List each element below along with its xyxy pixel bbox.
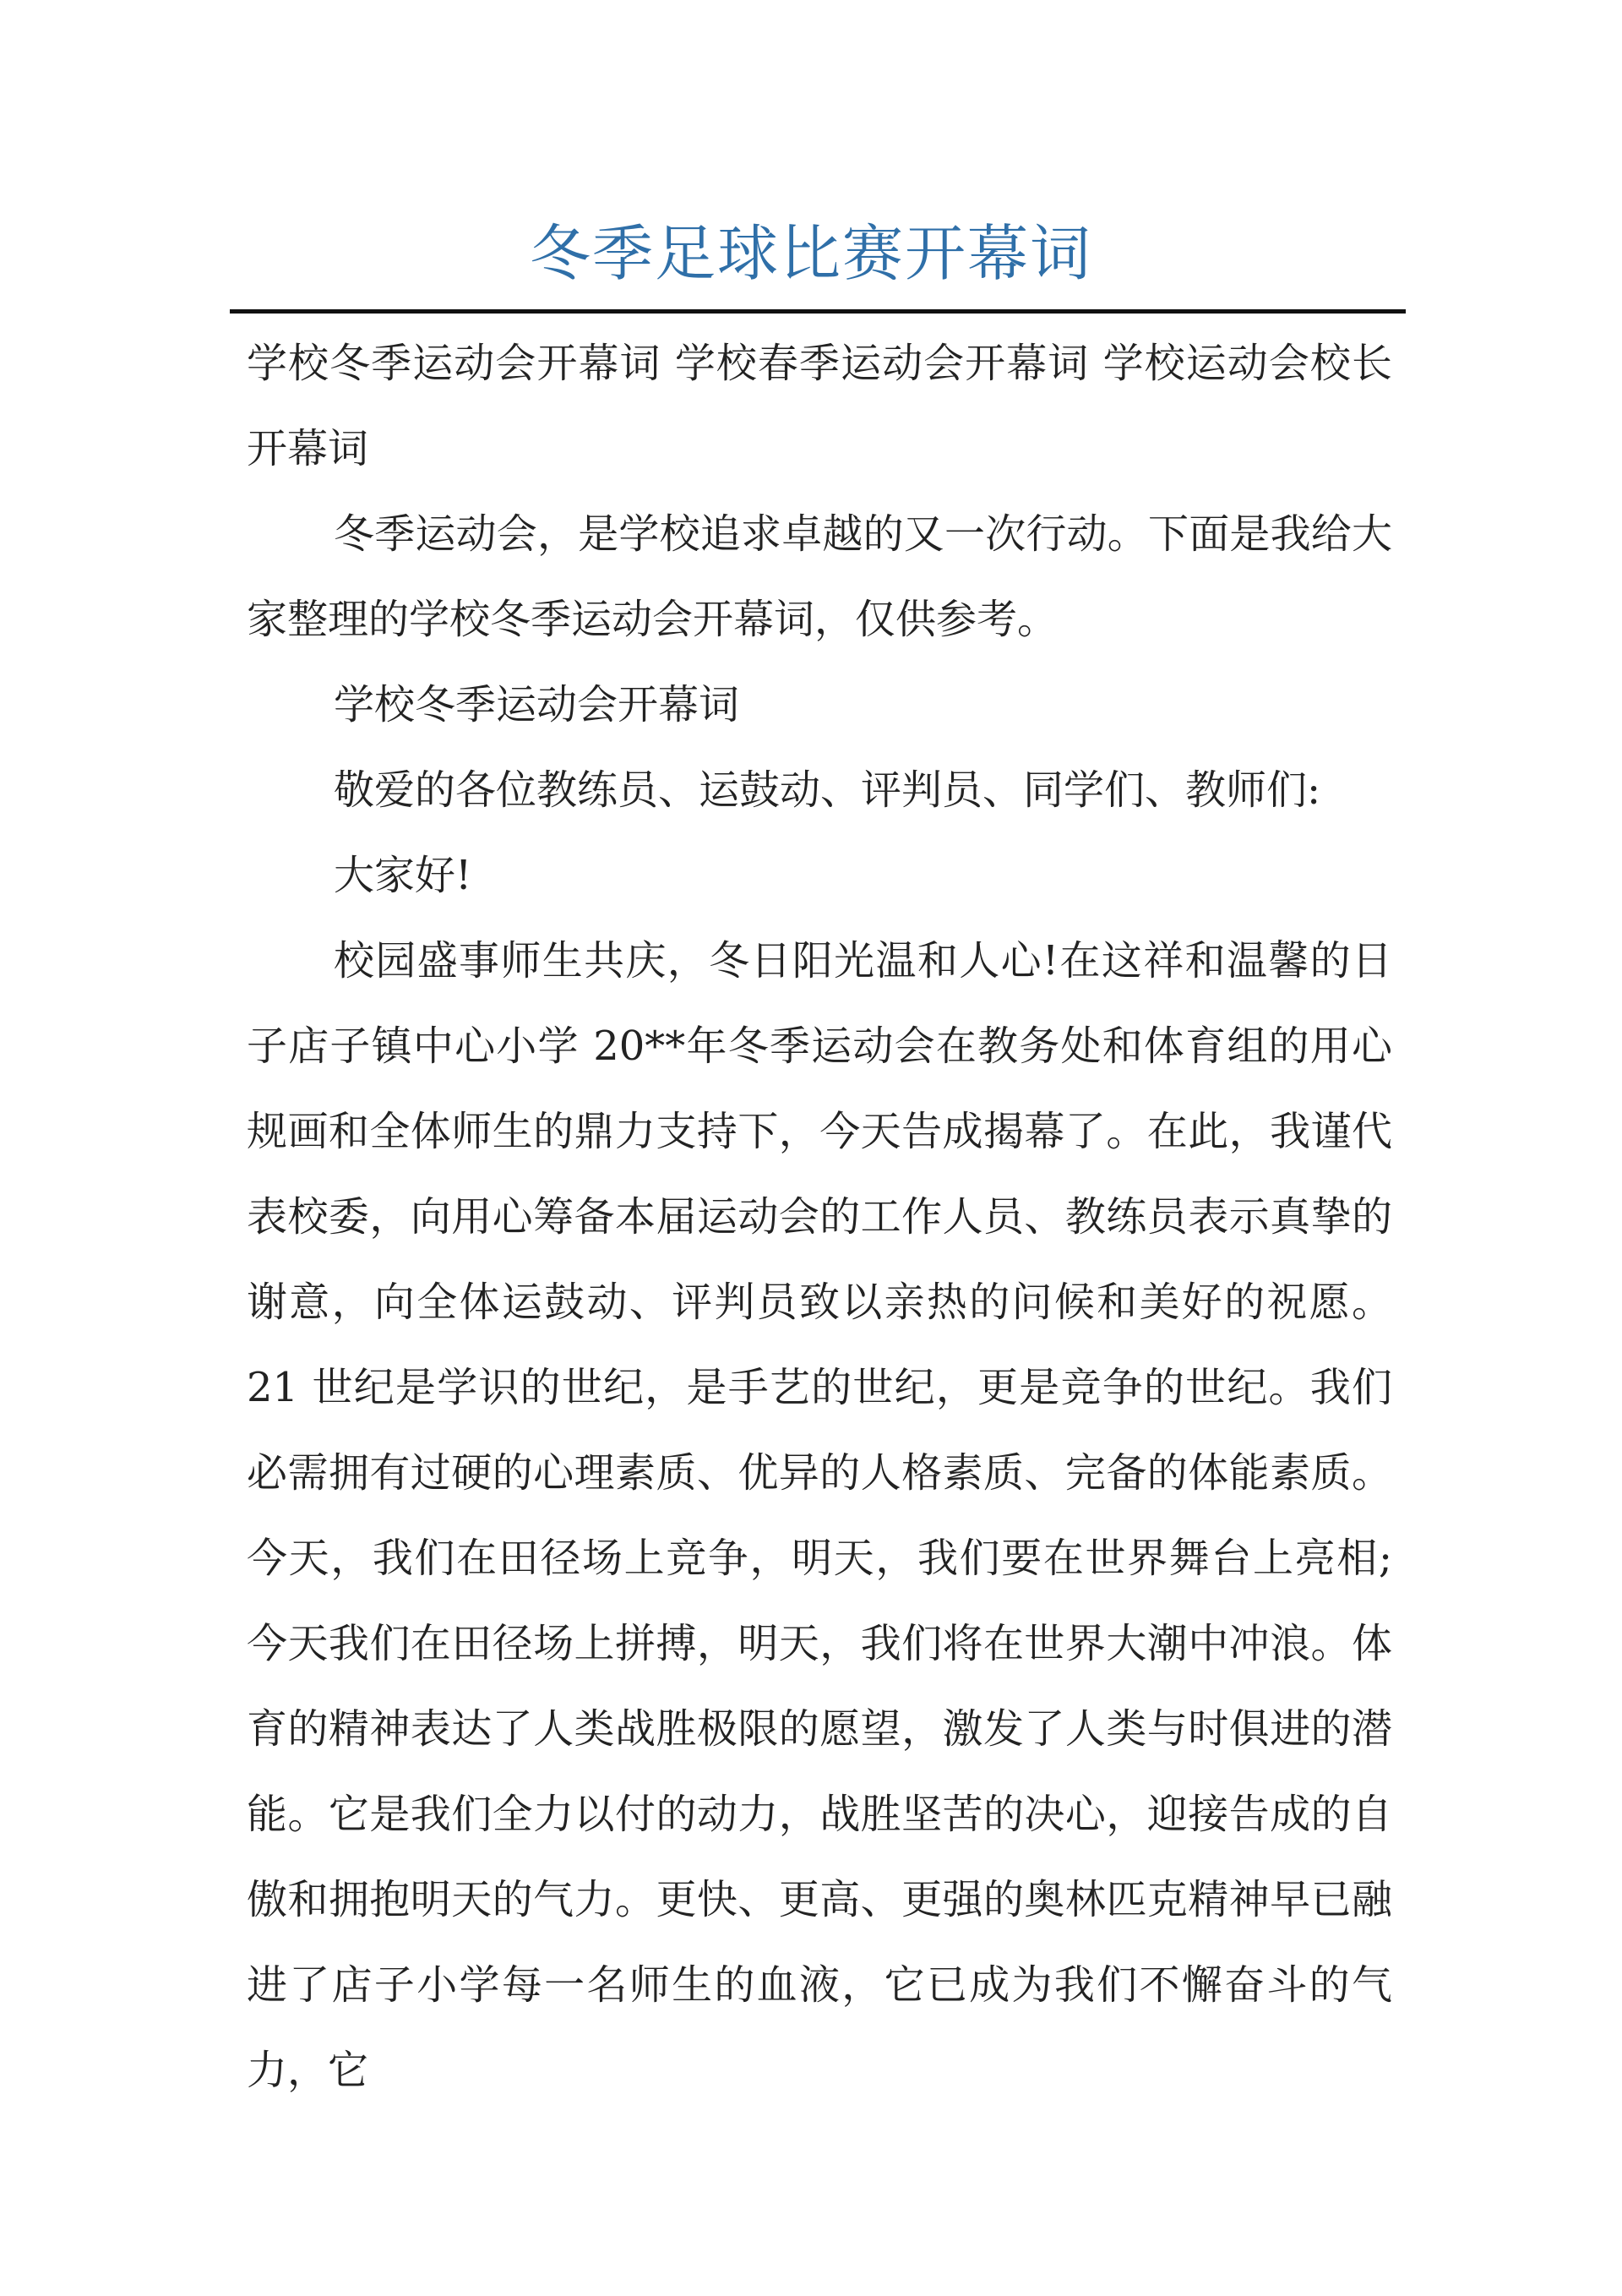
tag-3: 学校运动会校长开幕词 <box>247 340 1392 472</box>
document-title: 冬季足球比赛开幕词 <box>529 218 1092 289</box>
tag-2: 学校春季运动会开幕词 <box>674 340 1090 387</box>
section-heading: 学校冬季运动会开幕词 <box>334 681 740 728</box>
salutation: 敬爱的各位教练员、运鼓动、评判员、同学们、教师们: <box>334 766 1321 814</box>
body-paragraph: 校园盛事师生共庆，冬日阳光温和人心!在这祥和温馨的日子店子镇中心小学 20**年冬季运动会在教务处和体育组的用心规画和全体师生的鼎力支持下，今天告成揭幕了。在此，我谨代表校委，向用心筹备本届运动会的工作人员、教练员表示真挚的谢意，向全体运鼓动、评判员致以亲热的问候和美好的祝愿。 21 世纪是学识的世纪，是手艺的世纪，更是竞争的世纪。我们必需拥有过硬的心理素质、优异的人格素质、完备的体能素质。今天，我们在田径场上竞争，明天，我们要在世界舞台上亮相;今天我们在田径场上拼搏，明天，我们将在世界大潮中冲浪。体育的精神表达了人类战胜极限的愿望，激发了人类与时俱进的潜能。它是我们全力以付的动力，战胜坚苦的决心，迎接告成的自傲和拥抱明天的气力。更快、更高、更强的奥林匹克精神早已融进了店子小学每一名师生的血液，它已成为我们不懈奋斗的气力，它 <box>247 937 1392 2094</box>
document-body <box>247 321 1392 2113</box>
tag-1: 学校冬季运动会开幕词 <box>247 340 661 387</box>
intro-paragraph: 冬季运动会，是学校追求卓越的又一次行动。下面是我给大家整理的学校冬季运动会开幕词，仅供参考。 <box>247 510 1392 643</box>
tag-line <box>247 321 1392 492</box>
title-divider <box>230 309 1406 314</box>
greeting: 大家好! <box>334 852 472 899</box>
